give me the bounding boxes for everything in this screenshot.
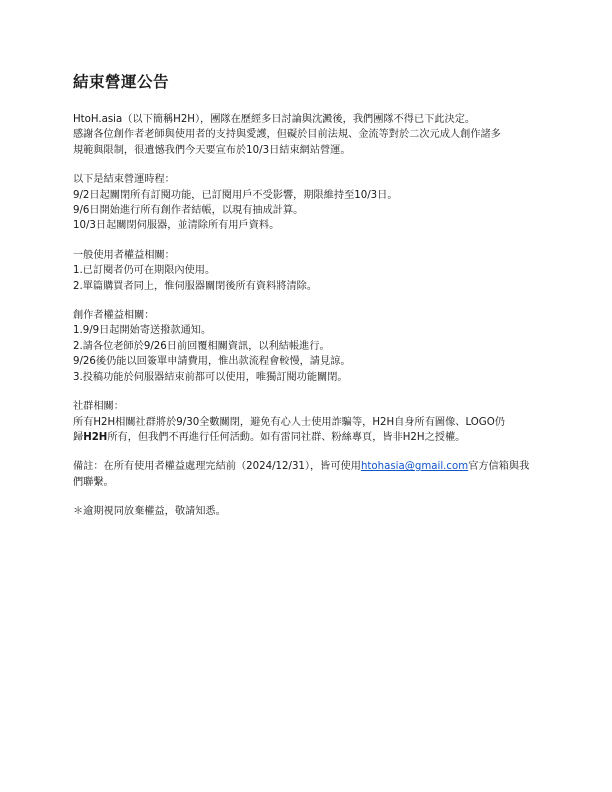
user-rights-item: 2.單篇購買者同上，惟伺服器關閉後所有資料將清除。: [73, 280, 318, 292]
user-rights-heading: 一般使用者權益相關：: [73, 249, 175, 261]
community-line: [73, 430, 552, 445]
user-rights-item: 1.已訂閱者仍可在期限內使用。: [73, 265, 216, 277]
intro-line: HtoH.asia（以下簡稱H2H），團隊在歷經多日討論與沈澱後，我們團隊不得已下此決定。: [73, 114, 476, 125]
creator-rights-item: 2.請各位老師於9/26日前回覆相關資訊，以利結帳進行。: [73, 340, 330, 352]
community-line-bold: H2H: [83, 431, 108, 443]
document-title: 結束營運公告: [73, 73, 170, 91]
intro-line: 規範與限制，很遺憾我們今天要宣布於10/3日結束網站營運。: [73, 144, 351, 156]
email-link[interactable]: htohasia@gmail.com: [360, 461, 469, 473]
intro-line: 感謝各位創作者老師與使用者的支持與愛護，但礙於目前法規、金流等對於二次元成人創作諸多: [73, 129, 501, 141]
community-line: 所有H2H相關社群將於9/30全數關閉，避免有心人士使用詐騙等，H2H自身所有圖像、LOGO仍: [73, 416, 505, 428]
schedule-item: 10/3日起關閉伺服器，並清除所有用戶資料。: [73, 220, 280, 232]
user-rights-section: [73, 248, 552, 294]
note-suffix: 官方信箱與我: [468, 461, 530, 473]
intro-section: [73, 112, 552, 158]
footer-section: [73, 504, 552, 519]
schedule-item: 9/2日起關閉所有訂閱功能，已訂閱用戶不受影響，期限維持至10/3日。: [73, 189, 398, 201]
footer-note: ＊逾期視同放棄權益，敬請知悉。: [73, 506, 226, 518]
creator-rights-heading: 創作者權益相關：: [73, 310, 155, 322]
creator-rights-section: [73, 308, 552, 385]
creator-rights-item: 1.9/9日起開始寄送撥款通知。: [73, 325, 212, 337]
community-line-prefix: 歸: [73, 431, 84, 443]
schedule-section: [73, 172, 552, 234]
community-heading: 社群相關：: [73, 401, 124, 413]
community-line-suffix: 所有，但我們不再進行任何活動。如有雷同社群、粉絲專頁，皆非H2H之授權。: [107, 431, 466, 443]
creator-rights-item: 9/26後仍能以回簽單申請費用，惟出款流程會較慢，請見諒。: [73, 356, 351, 368]
note-prefix: 備註：在所有使用者權益處理完結前（2024/12/31），皆可使用: [73, 461, 361, 473]
schedule-heading: 以下是結束營運時程：: [73, 174, 175, 186]
note-line: 們聯繫。: [73, 476, 114, 488]
creator-rights-item: 3.投稿功能於伺服器結束前都可以使用，唯獨訂閱功能關閉。: [73, 371, 348, 383]
schedule-item: 9/6日開始進行所有創作者結帳，以現有抽成計算。: [73, 205, 304, 217]
note-section: [73, 459, 552, 490]
community-section: [73, 399, 552, 445]
note-line: [73, 459, 552, 474]
